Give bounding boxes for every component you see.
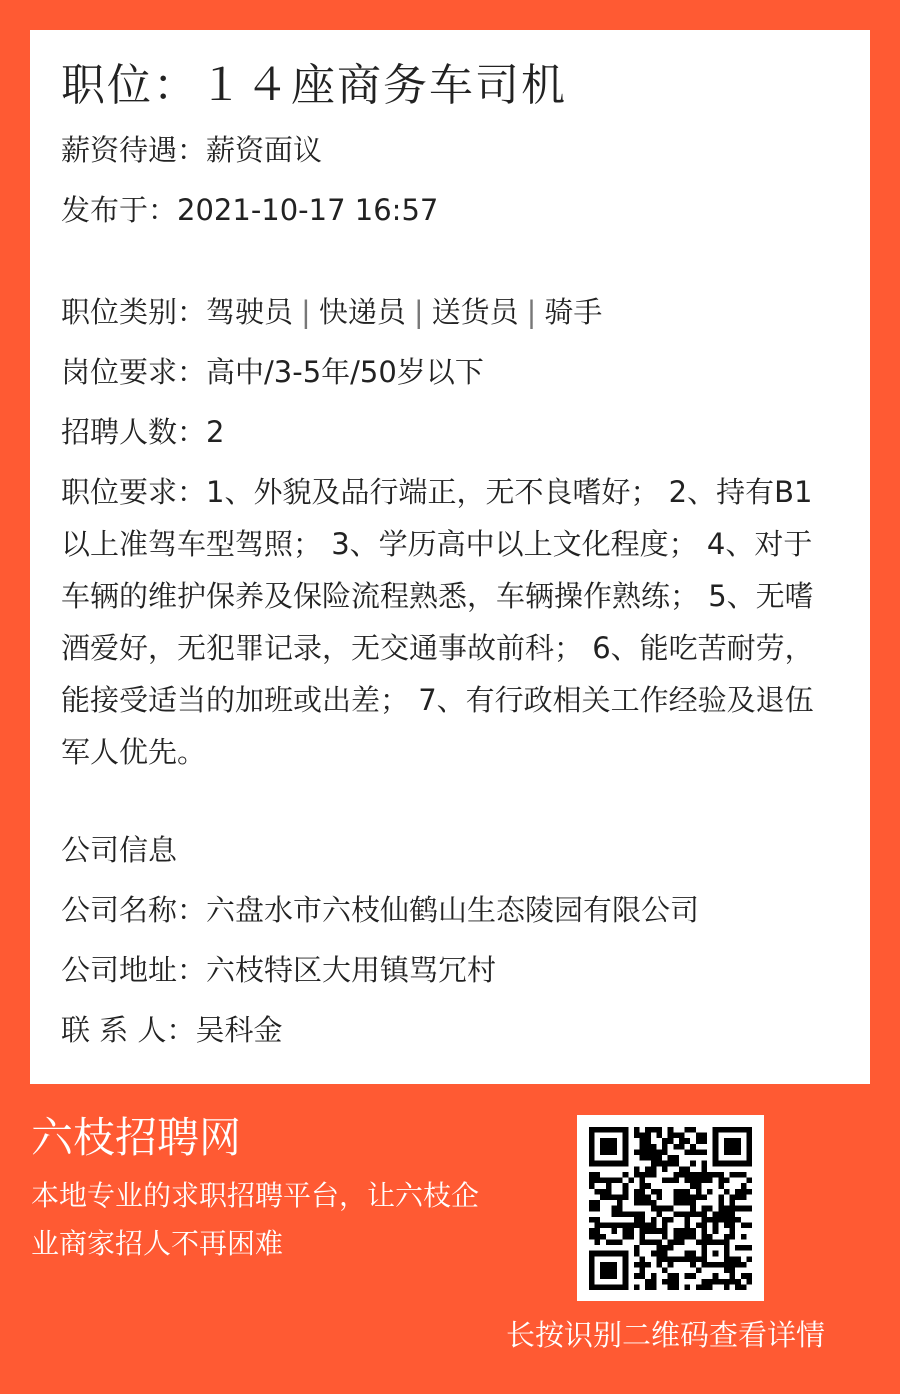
salary-value: 薪资面议 <box>206 133 323 167</box>
spacer <box>61 240 840 282</box>
published-value: 2021-10-17 16:57 <box>177 193 439 227</box>
salary-row <box>61 120 840 180</box>
position-requirement-row <box>61 342 840 402</box>
category-separator: | <box>301 295 311 329</box>
category-item: 骑手 <box>544 295 603 329</box>
company-address-value: 六枝特区大用镇骂冗村 <box>206 953 497 987</box>
company-name-row <box>61 880 840 940</box>
position-requirement-value: 高中/3-5年/50岁以下 <box>206 355 484 389</box>
position-requirement-label: 岗位要求： <box>61 355 207 389</box>
contact-label: 联 系 人： <box>61 1013 196 1047</box>
category-item: 快递员 <box>318 295 406 329</box>
category-row <box>61 282 840 342</box>
qr-code-icon[interactable] <box>577 1115 764 1301</box>
published-label: 发布于： <box>61 193 178 227</box>
category-item: 送货员 <box>431 295 519 329</box>
contact-value: 吴科金 <box>195 1013 283 1047</box>
published-row <box>61 180 840 240</box>
job-title-value: １４座商务车司机 <box>199 60 567 111</box>
footer-banner <box>0 1084 900 1394</box>
job-title-row <box>61 56 840 116</box>
company-name-label: 公司名称： <box>61 893 207 927</box>
company-address-row <box>61 940 840 1000</box>
brand-name: 六枝招聘网 <box>31 1113 242 1162</box>
headcount-row <box>61 402 840 462</box>
category-item: 驾驶员 <box>206 295 294 329</box>
salary-label: 薪资待遇： <box>61 133 207 167</box>
company-name-value: 六盘水市六枝仙鹤山生态陵园有限公司 <box>206 893 700 927</box>
qr-caption: 长按识别二维码查看详情 <box>506 1318 826 1352</box>
qr-code-graphic <box>589 1127 752 1290</box>
company-address-label: 公司地址： <box>61 953 207 987</box>
job-title-label: 职位： <box>61 60 199 111</box>
headcount-value: 2 <box>206 415 225 449</box>
job-requirements-label: 职位要求： <box>61 475 207 509</box>
contact-row <box>61 1000 840 1060</box>
category-separator: | <box>413 295 424 329</box>
job-requirements <box>61 466 840 778</box>
job-card <box>30 30 870 1084</box>
job-requirements-text: 1、外貌及品行端正，无不良嗜好； 2、持有B1以上准驾车型驾照； 3、学历高中以上文化程度； 4、对于车辆的维护保养及保险流程熟悉，车辆操作熟练； 5、无嗜酒爱好，无犯罪记录，无交通事故前科； 6、能吃苦耐劳，能接受适当的加班或出差； 7、有行政相关工作经验及退伍军人优先。 <box>61 475 814 769</box>
category-label: 职位类别： <box>61 295 207 329</box>
headcount-label: 招聘人数： <box>61 415 207 449</box>
brand-tagline: 本地专业的求职招聘平台，让六枝企业商家招人不再困难 <box>31 1179 480 1260</box>
category-separator: | <box>526 295 537 329</box>
company-section-title: 公司信息 <box>61 833 178 867</box>
spacer <box>61 778 840 820</box>
